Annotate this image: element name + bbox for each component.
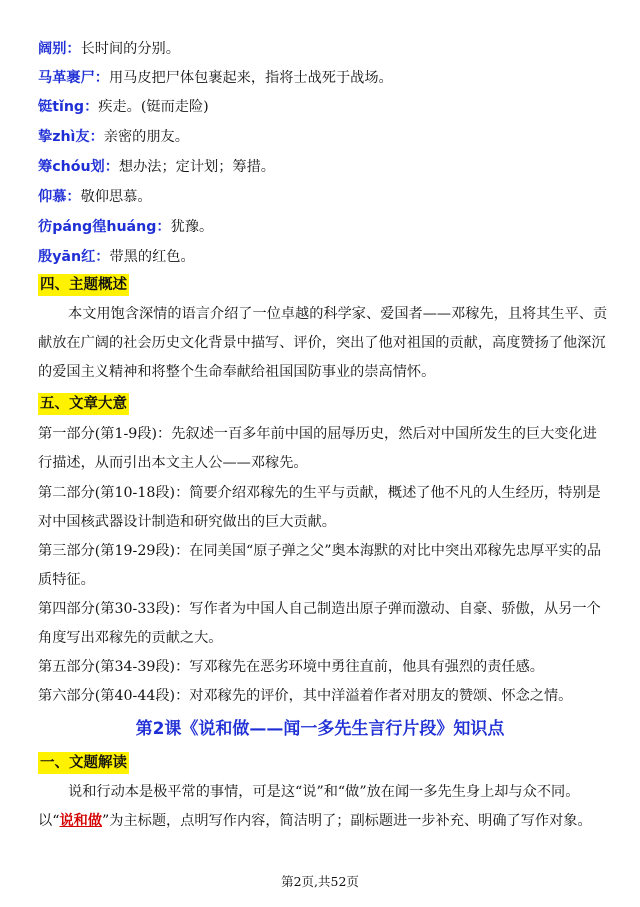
summary-part: 第一部分(第1-9段)：先叙述一百多年前中国的屈辱历史，然后对中国所发生的巨大变化进行描述，从而引出本文主人公——邓稼先。 xyxy=(38,426,597,471)
vocab-definition: 犹豫。 xyxy=(170,219,214,235)
vocab-term: 马革裹尸： xyxy=(38,70,109,86)
vocab-definition: 带黑的红色。 xyxy=(109,249,195,265)
vocab-item xyxy=(38,216,618,236)
intro-text-before: 说和行动本是极平常的事情，可是这“说”和“做”放在闻一多先生身上却与众不同。以“ xyxy=(38,784,580,829)
summary-part: 第二部分(第10-18段)：简要介绍邓稼先的生平与贡献，概述了他不凡的人生经历，特别是对中国核武器设计制造和研究做出的巨大贡献。 xyxy=(38,485,601,530)
vocab-item xyxy=(38,156,618,176)
section-heading: 四、主题概述 xyxy=(38,274,129,296)
summary-part: 第四部分(第30-33段)：写作者为中国人自己制造出原子弹而激动、自豪、骄傲，从另一个角度写出邓稼先的贡献之大。 xyxy=(38,601,601,646)
theme-paragraph xyxy=(38,300,610,387)
vocab-term: 铤tǐng： xyxy=(38,99,99,115)
vocab-definition: 亲密的朋友。 xyxy=(103,129,189,145)
vocab-term: 筹chóu划： xyxy=(38,159,119,175)
summary-part: 第五部分(第34-39段)：写邓稼先在恶劣环境中勇往直前，他具有强烈的责任感。 xyxy=(38,659,544,675)
page-footer: 第2页,共52页 xyxy=(281,874,359,889)
highlight-phrase: 说和做 xyxy=(59,813,103,829)
summary-part: 第三部分(第19-29段)：在同美国“原子弹之父”奥本海默的对比中突出邓稼先忠厚平实的品质特征。 xyxy=(38,543,602,588)
vocab-term: 殷yān红： xyxy=(38,249,110,265)
intro-text-after: ”为主标题，点明写作内容，简洁明了；副标题进一步补充、明确了写作对象。 xyxy=(102,813,592,829)
vocab-item xyxy=(38,246,618,266)
theme-text: 本文用饱含深情的语言介绍了一位卓越的科学家、爱国者——邓稼先，且将其生平、贡献放在广阔的社会历史文化背景中描写、评价，突出了他对祖国的贡献，高度赞扬了他深沉的爱国主义精神和将整个生命奉献给祖国国防事业的崇高情怀。 xyxy=(38,306,608,380)
lesson-title: 第2课《说和做——闻一多先生言行片段》知识点 xyxy=(135,719,505,739)
vocab-term: 仰慕： xyxy=(38,189,81,205)
vocab-definition: 用马皮把尸体包裹起来，指将士战死于战场。 xyxy=(108,70,393,86)
vocab-definition: 想办法；定计划；筹措。 xyxy=(118,159,275,175)
vocab-definition: 疾走。(铤而走险) xyxy=(98,99,209,115)
vocab-item xyxy=(38,126,618,146)
section-heading: 五、文章大意 xyxy=(38,393,129,415)
vocab-term: 挚zhì友： xyxy=(38,129,104,145)
vocab-definition: 长时间的分别。 xyxy=(80,41,180,57)
intro-paragraph xyxy=(38,778,610,836)
vocab-item xyxy=(38,186,618,206)
summary-part: 第六部分(第40-44段)：对邓稼先的评价，其中洋溢着作者对朋友的赞颂、怀念之情。 xyxy=(38,688,573,704)
vocab-definition: 敬仰思慕。 xyxy=(80,189,152,205)
vocab-item xyxy=(38,67,618,87)
section-heading: 一、文题解读 xyxy=(38,752,129,774)
vocab-item xyxy=(38,38,618,58)
vocab-term: 阔别： xyxy=(38,41,81,57)
vocab-item xyxy=(38,96,618,116)
vocab-term: 彷páng徨huáng： xyxy=(38,219,171,235)
